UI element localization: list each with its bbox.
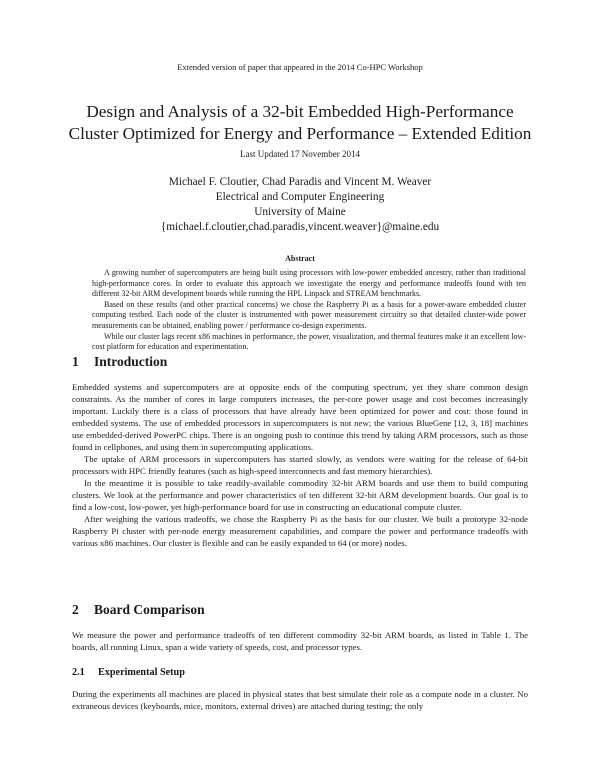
header-note: Extended version of paper that appeared in the 2014 Co-HPC Workshop <box>177 62 423 72</box>
abstract-paragraph: A growing number of supercomputers are being built using processors with low-power embedded ancestry, rather than traditional high-performance cores. In order to evaluate this approach we investigate the energy and performance tradeoffs found with ten different 32-bit ARM development boards while running the HPL Linpack and STREAM benchmarks. <box>92 268 526 299</box>
abstract-paragraph: While our cluster lags recent x86 machines in performance, the power, visualization, and thermal features make it an excellent low-cost platform for education and experimentation. <box>92 331 526 352</box>
introduction-body <box>72 381 528 549</box>
body-paragraph: After weighing the various tradeoffs, we chose the Raspberry Pi as the basis for our cluster. We built a prototype 32-node Raspberry Pi cluster with per-node energy measurement capabilities, and compare the power and performance tradeoffs with various x86 machines. Our cluster is flexible and can be easily expanded to 64 (or more) nodes. <box>72 514 528 548</box>
author-emails: {michael.f.cloutier,chad.paradis,vincent.weaver}@maine.edu <box>160 221 440 233</box>
body-paragraph: We measure the power and performance tradeoffs of ten different commodity 32-bit ARM boards, as listed in Table 1. The boards, all running Linux, span a wide variety of speeds, cost, and processor types. <box>72 630 528 652</box>
subsection-title: Experimental Setup <box>98 667 185 678</box>
body-paragraph: Embedded systems and supercomputers are at opposite ends of the computing spectrum, yet they share common design constraints. As the number of cores in large computers increases, the per-core power usage and cost becomes increasingly important. Luckily there is a class of processors that have already have been optimized for power and cost: those found in embedded systems. The use of embedded processors in supercomputers is not new; the various BlueGene [12, 3, 18] machines use embedded-derived PowerPC chips. There is an ongoing push to continue this trend by taking ARM processors, such as those found in cellphones, and using them in supercomputing applications. <box>72 382 528 452</box>
paper-title <box>30 101 570 145</box>
abstract-body <box>92 268 526 353</box>
section-title: Board Comparison <box>94 602 205 617</box>
author-department: Electrical and Computer Engineering <box>215 191 385 203</box>
subsection-number: 2.1 <box>72 667 85 678</box>
title-line: Cluster Optimized for Energy and Performance – Extended Edition <box>68 124 532 143</box>
abstract-paragraph: Based on these results (and other practical concerns) we chose the Raspberry Pi as a basis for a power-aware embedded cluster computing testbed. Each node of the cluster is instrumented with power measurement circuitry so that detailed cluster-wide power measurements can be obtained, enabling power / performance co-design experiments. <box>92 299 526 330</box>
section-number: 1 <box>72 354 79 369</box>
section-heading-board-comparison <box>72 602 205 618</box>
subsection-heading-experimental-setup <box>72 667 185 678</box>
section-title: Introduction <box>94 354 168 369</box>
last-updated: Last Updated 17 November 2014 <box>240 149 360 159</box>
author-names: Michael F. Cloutier, Chad Paradis and Vincent M. Weaver <box>168 176 432 188</box>
body-paragraph: During the experiments all machines are placed in physical states that best simulate their role as a compute node in a cluster. No extraneous devices (keyboards, mice, monitors, external drives) are attached during testing; the only <box>72 689 528 711</box>
abstract-heading: Abstract <box>285 254 315 263</box>
title-line: Design and Analysis of a 32-bit Embedded High-Performance <box>86 102 514 121</box>
body-paragraph: The uptake of ARM processors in supercomputers has started slowly, as vendors were waiting for the release of 64-bit processors with HPC friendly features (such as high-speed interconnects and fast memory hierarchies). <box>72 454 528 476</box>
section-number: 2 <box>72 602 79 617</box>
body-paragraph: In the meantime it is possible to take readily-available commodity 32-bit ARM boards and use them to build computing clusters. We look at the performance and power characteristics of ten different 32-bit ARM development boards. Our goal is to find a low-cost, low-power, yet high-performance board for use in constructing an educational compute cluster. <box>72 478 528 512</box>
section-heading-introduction <box>72 354 167 370</box>
author-block <box>0 175 600 235</box>
board-comparison-body <box>72 629 528 653</box>
experimental-setup-body <box>72 688 528 712</box>
author-university: University of Maine <box>254 206 346 218</box>
